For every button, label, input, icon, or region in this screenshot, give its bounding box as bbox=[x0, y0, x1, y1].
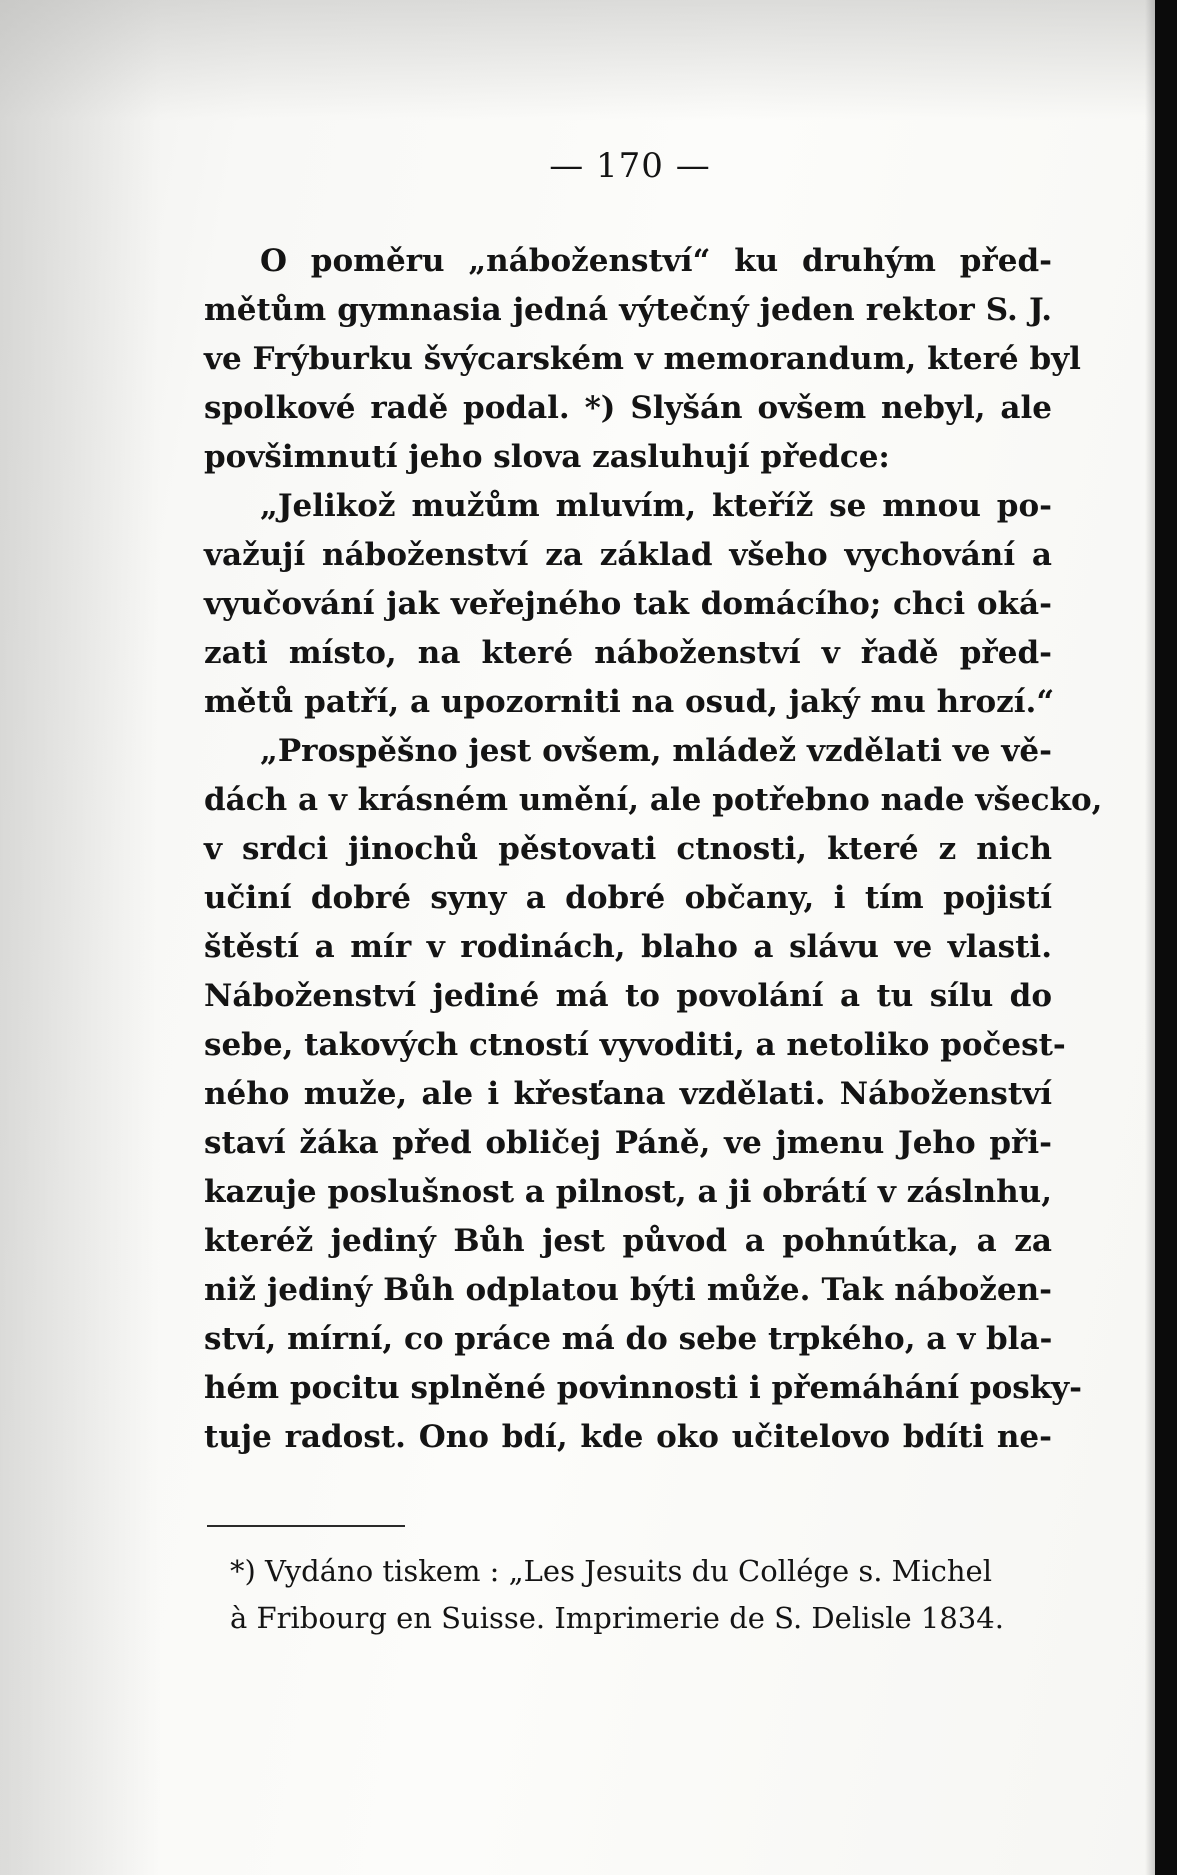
text-line: tuje radost. Ono bdí, kde oko učitelovo bdíti ne- bbox=[204, 1419, 1052, 1455]
text-line: spolkové radě podal. *) Slyšán ovšem nebyl, ale bbox=[204, 390, 1052, 426]
page-edge-dark bbox=[1155, 0, 1177, 1875]
footnote-rule bbox=[207, 1525, 405, 1527]
text-line: sebe, takových ctností vyvoditi, a netoliko počest- bbox=[204, 1027, 1066, 1063]
text-line: O poměru „náboženství“ ku druhým před- bbox=[260, 243, 1052, 279]
text-line: v srdci jinochů pěstovati ctnosti, které z nich bbox=[204, 831, 1052, 867]
footnote-line: *) Vydáno tiskem : „Les Jesuits du Collége s. Michel bbox=[230, 1554, 992, 1588]
text-line: kazuje poslušnost a pilnost, a ji obrátí v záslnhu, bbox=[204, 1174, 1052, 1210]
scan-shadow-top bbox=[0, 0, 1177, 120]
text-line: „Prospěšno jest ovšem, mládež vzdělati ve vě- bbox=[260, 733, 1052, 769]
page-number: — 170 — bbox=[549, 146, 711, 186]
scan-shadow-left bbox=[0, 0, 160, 1875]
text-line: ství, mírní, co práce má do sebe trpkého, a v bla- bbox=[204, 1321, 1053, 1357]
text-line: Náboženství jediné má to povolání a tu sílu do bbox=[204, 978, 1052, 1014]
text-line: kteréž jediný Bůh jest původ a pohnútka, a za bbox=[204, 1223, 1052, 1259]
text-line: štěstí a mír v rodinách, blaho a slávu ve vlasti. bbox=[204, 929, 1052, 965]
text-line: hém pocitu splněné povinnosti i přemáhání posky- bbox=[204, 1370, 1083, 1406]
footnote-line: à Fribourg en Suisse. Imprimerie de S. Delisle 1834. bbox=[230, 1601, 1004, 1635]
text-line: ného muže, ale i křesťana vzdělati. Náboženství bbox=[204, 1076, 1052, 1112]
text-line: važují náboženství za základ všeho vychování a bbox=[204, 537, 1052, 573]
text-line: mětů patří, a upozorniti na osud, jaký mu hrozí.“ bbox=[204, 684, 1055, 720]
text-line: dách a v krásném umění, ale potřebno nade všecko, bbox=[204, 782, 1103, 818]
text-line: povšimnutí jeho slova zasluhují předce: bbox=[204, 439, 890, 475]
text-line: staví žáka před obličej Páně, ve jmenu Jeho při- bbox=[204, 1125, 1052, 1161]
body-text bbox=[204, 237, 1103, 1462]
text-line: vyučování jak veřejného tak domácího; chci oká- bbox=[204, 586, 1052, 622]
text-line: niž jediný Bůh odplatou býti může. Tak nábožen- bbox=[204, 1272, 1052, 1308]
text-line: mětům gymnasia jedná výtečný jeden rektor S. J. bbox=[204, 292, 1052, 328]
text-line: „Jelikož mužům mluvím, kteříž se mnou po- bbox=[260, 488, 1052, 524]
footnote bbox=[230, 1548, 1050, 1642]
text-line: zati místo, na které náboženství v řadě před- bbox=[204, 635, 1052, 671]
text-line: učiní dobré syny a dobré občany, i tím pojistí bbox=[204, 880, 1052, 916]
text-line: ve Frýburku švýcarském v memorandum, které byl bbox=[204, 341, 1081, 377]
page-edge-shadow bbox=[1145, 0, 1155, 1875]
